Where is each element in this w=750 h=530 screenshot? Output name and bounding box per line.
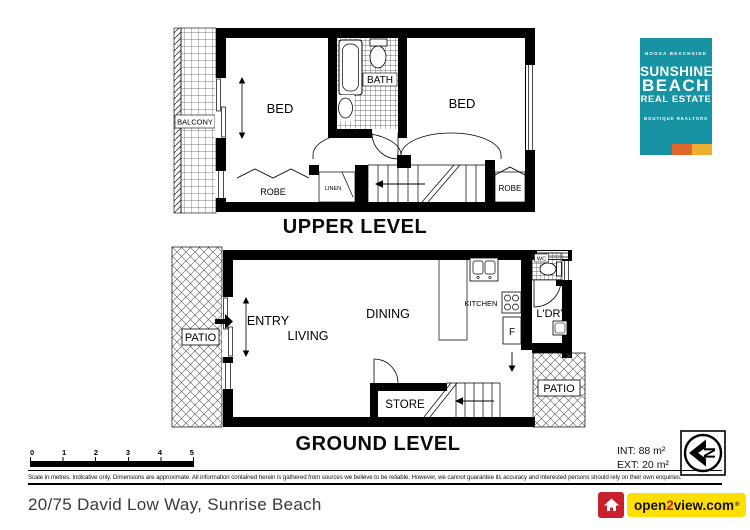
- open2view-wordmark: [627, 493, 746, 517]
- toilet-icon: [540, 263, 556, 275]
- scale-tick-2: 2: [93, 448, 99, 457]
- ground-level-plan: [168, 243, 588, 433]
- agency-tagline-bottom: BOUTIQUE REALTORS: [643, 116, 709, 121]
- store-room: [370, 359, 447, 417]
- patio-right-area: [533, 353, 585, 427]
- laundry-label: L'DRY: [536, 308, 568, 320]
- open2view-house-icon: [598, 492, 624, 518]
- toilet-cistern-icon: [370, 39, 387, 46]
- fridge-label: F: [508, 327, 516, 338]
- robe-right-label: ROBE: [498, 184, 522, 193]
- entry-label: ENTRY: [246, 314, 290, 328]
- bed-left-label: BED: [266, 101, 294, 116]
- dining-label: DINING: [366, 307, 410, 321]
- upper-level-title: UPPER LEVEL: [282, 216, 428, 238]
- scale-tick-1: 1: [61, 448, 67, 457]
- scale-bar: [30, 448, 194, 467]
- robe-rail-icon: [237, 169, 309, 178]
- o2v-pre: open: [634, 497, 667, 513]
- patio-step-arrow: [509, 352, 516, 372]
- agency-name-line3: REAL ESTATE: [640, 94, 712, 105]
- bathroom: [337, 38, 398, 159]
- bed-right-label: BED: [448, 96, 476, 111]
- ground-right-window: [562, 261, 572, 280]
- wc-label: WC: [536, 256, 547, 263]
- laundry-room: [532, 308, 572, 353]
- basin-icon: [339, 98, 353, 118]
- scale-numbers: [30, 448, 194, 457]
- agency-logo: [640, 38, 712, 155]
- patio-left-label: PATIO: [184, 332, 217, 344]
- patio-right-label: PATIO: [543, 383, 575, 395]
- kitchen-label: KITCHEN: [464, 299, 498, 308]
- linen-cupboard: [319, 172, 355, 202]
- robe-left: [237, 169, 309, 197]
- balcony-area: [174, 28, 216, 213]
- scale-tick-4: 4: [157, 448, 162, 457]
- agency-color-strip: [640, 144, 712, 155]
- ground-level-title: GROUND LEVEL: [295, 433, 461, 455]
- balcony-label: BALCONY: [177, 117, 213, 127]
- stairs-upper: [368, 165, 485, 202]
- stairs-direction-arrow: [375, 180, 383, 188]
- disclaimer-text: Scale in metres. Indicative only. Dimensions are approximate. All information contained herein is gathered from sources we believe to be reliable. However, we cannot guarantee its accuracy and interested persons should rely on their own enquiries.: [28, 470, 722, 485]
- floor-areas: [617, 444, 669, 472]
- agency-name-line2: BEACH: [642, 76, 710, 95]
- robe-right: [495, 167, 525, 202]
- compass-letter: N: [702, 447, 719, 459]
- agency-tagline-top: NOOSA BEACHSIDE: [644, 51, 708, 56]
- kitchen: [439, 250, 532, 350]
- balcony-slider-door: [215, 77, 245, 139]
- store-door-arc: [374, 359, 398, 383]
- bath-label: BATH: [367, 75, 393, 86]
- agency-logo-main: [640, 38, 712, 144]
- cooktop-icon: [502, 292, 521, 313]
- o2v-reg-mark: ®: [735, 502, 740, 508]
- scale-rule: [30, 461, 194, 467]
- scale-tick-0: 0: [30, 448, 35, 457]
- linen-label: LINEN: [324, 186, 342, 192]
- ground-left-window: [222, 363, 234, 389]
- scale-tick-5: 5: [189, 448, 194, 457]
- patio-left-area: [172, 247, 222, 427]
- upper-right-window: [526, 65, 536, 150]
- upper-left-window: [215, 171, 227, 198]
- external-area: EXT: 20 m²: [617, 459, 669, 471]
- robe-left-label: ROBE: [260, 187, 286, 197]
- o2v-post: view.com: [673, 497, 735, 513]
- o2v-num: 2: [666, 497, 674, 513]
- property-address: 20/75 David Low Way, Sunrise Beach: [28, 495, 322, 514]
- internal-area: INT: 88 m²: [617, 445, 666, 457]
- bath-door-arc: [372, 133, 398, 159]
- toilet-icon: [370, 46, 386, 68]
- store-label: STORE: [385, 399, 425, 411]
- agency-name-line1: SUNSHINE: [640, 64, 713, 79]
- kitchen-bench: [439, 255, 467, 340]
- living-label: LIVING: [287, 329, 329, 343]
- upper-level-plan: [170, 25, 540, 220]
- open2view-logo: [598, 492, 746, 518]
- scale-tick-3: 3: [125, 448, 131, 457]
